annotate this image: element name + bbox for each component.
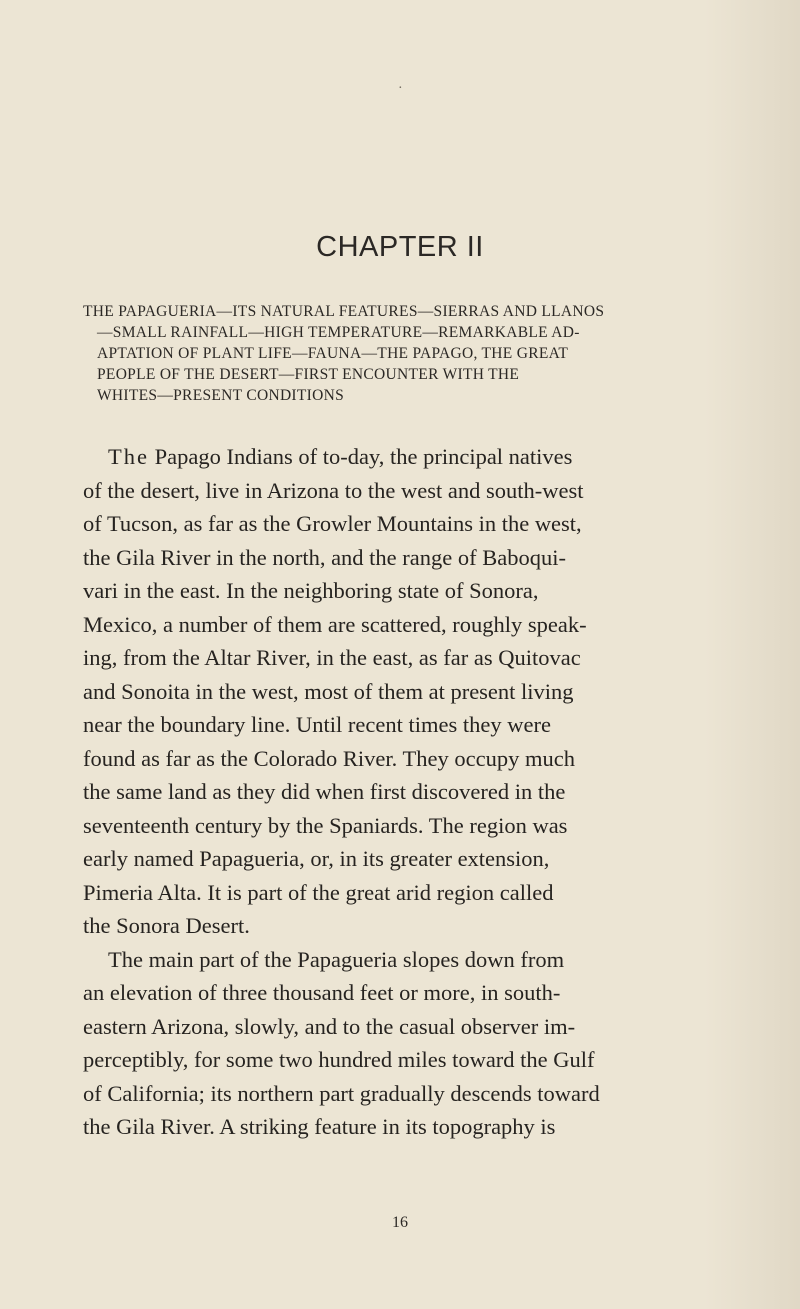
summary-line: —SMALL RAINFALL—HIGH TEMPERATURE—REMARKABLE AD- <box>97 324 580 341</box>
summary-line: APTATION OF PLANT LIFE—FAUNA—THE PAPAGO, THE GREAT <box>97 345 569 362</box>
paragraph-1-line: Mexico, a number of them are scattered, roughly speak- <box>83 611 587 637</box>
body-text <box>83 440 723 1144</box>
paragraph-1-line: ing, from the Altar River, in the east, as far as Quitovac <box>83 645 581 670</box>
paragraph-1-line: Pimeria Alta. It is part of the great arid region called <box>83 879 554 905</box>
paragraph-1-line: near the boundary line. Until recent times they were <box>83 712 551 737</box>
paragraph-2-line: perceptibly, for some two hundred miles toward the Gulf <box>83 1047 595 1072</box>
paragraph-2-line: the Gila River. A striking feature in its topography is <box>83 1114 556 1139</box>
paragraph-1-line: of Tucson, as far as the Growler Mountains in the west, <box>83 511 582 536</box>
summary-line: PEOPLE OF THE DESERT—FIRST ENCOUNTER WITH THE <box>97 366 520 383</box>
paragraph-2-line: The main part of the Papagueria slopes down from <box>108 946 565 972</box>
paragraph-1-line: seventeenth century by the Spaniards. The region was <box>83 812 568 838</box>
summary-line: THE PAPAGUERIA—ITS NATURAL FEATURES—SIERRAS AND LLANOS <box>83 303 605 320</box>
paragraph-2-line: eastern Arizona, slowly, and to the casual observer im- <box>83 1013 576 1039</box>
paragraph-1-line: found as far as the Colorado River. They occupy much <box>83 745 575 771</box>
summary-line: WHITES—PRESENT CONDITIONS <box>97 387 345 404</box>
paragraph-1-line: the Gila River in the north, and the range of Baboqui- <box>83 544 566 570</box>
paragraph-1-line: and Sonoita in the west, most of them at present living <box>83 678 574 704</box>
paragraph-1-line: of the desert, live in Arizona to the west and south-west <box>83 477 584 503</box>
lead-word: The <box>108 444 149 469</box>
paragraph-2-line: of California; its northern part gradually descends toward <box>83 1080 600 1106</box>
paragraph-1-line: the same land as they did when first discovered in the <box>83 779 566 804</box>
chapter-title: CHAPTER II <box>316 231 484 263</box>
chapter-summary <box>83 301 723 406</box>
paragraph-2-line: an elevation of three thousand feet or more, in south- <box>83 980 561 1005</box>
paragraph-1-line: early named Papagueria, or, in its greater extension, <box>83 846 550 871</box>
paragraph-1-line: the Sonora Desert. <box>83 913 250 938</box>
paragraph-1-line: vari in the east. In the neighboring state of Sonora, <box>83 578 539 603</box>
paragraph-1-line <box>83 440 723 474</box>
page-number: 16 <box>392 1214 408 1231</box>
paragraph-1-line-text: Papago Indians of to-day, the principal natives <box>148 444 573 469</box>
ink-speck: · <box>398 81 403 96</box>
